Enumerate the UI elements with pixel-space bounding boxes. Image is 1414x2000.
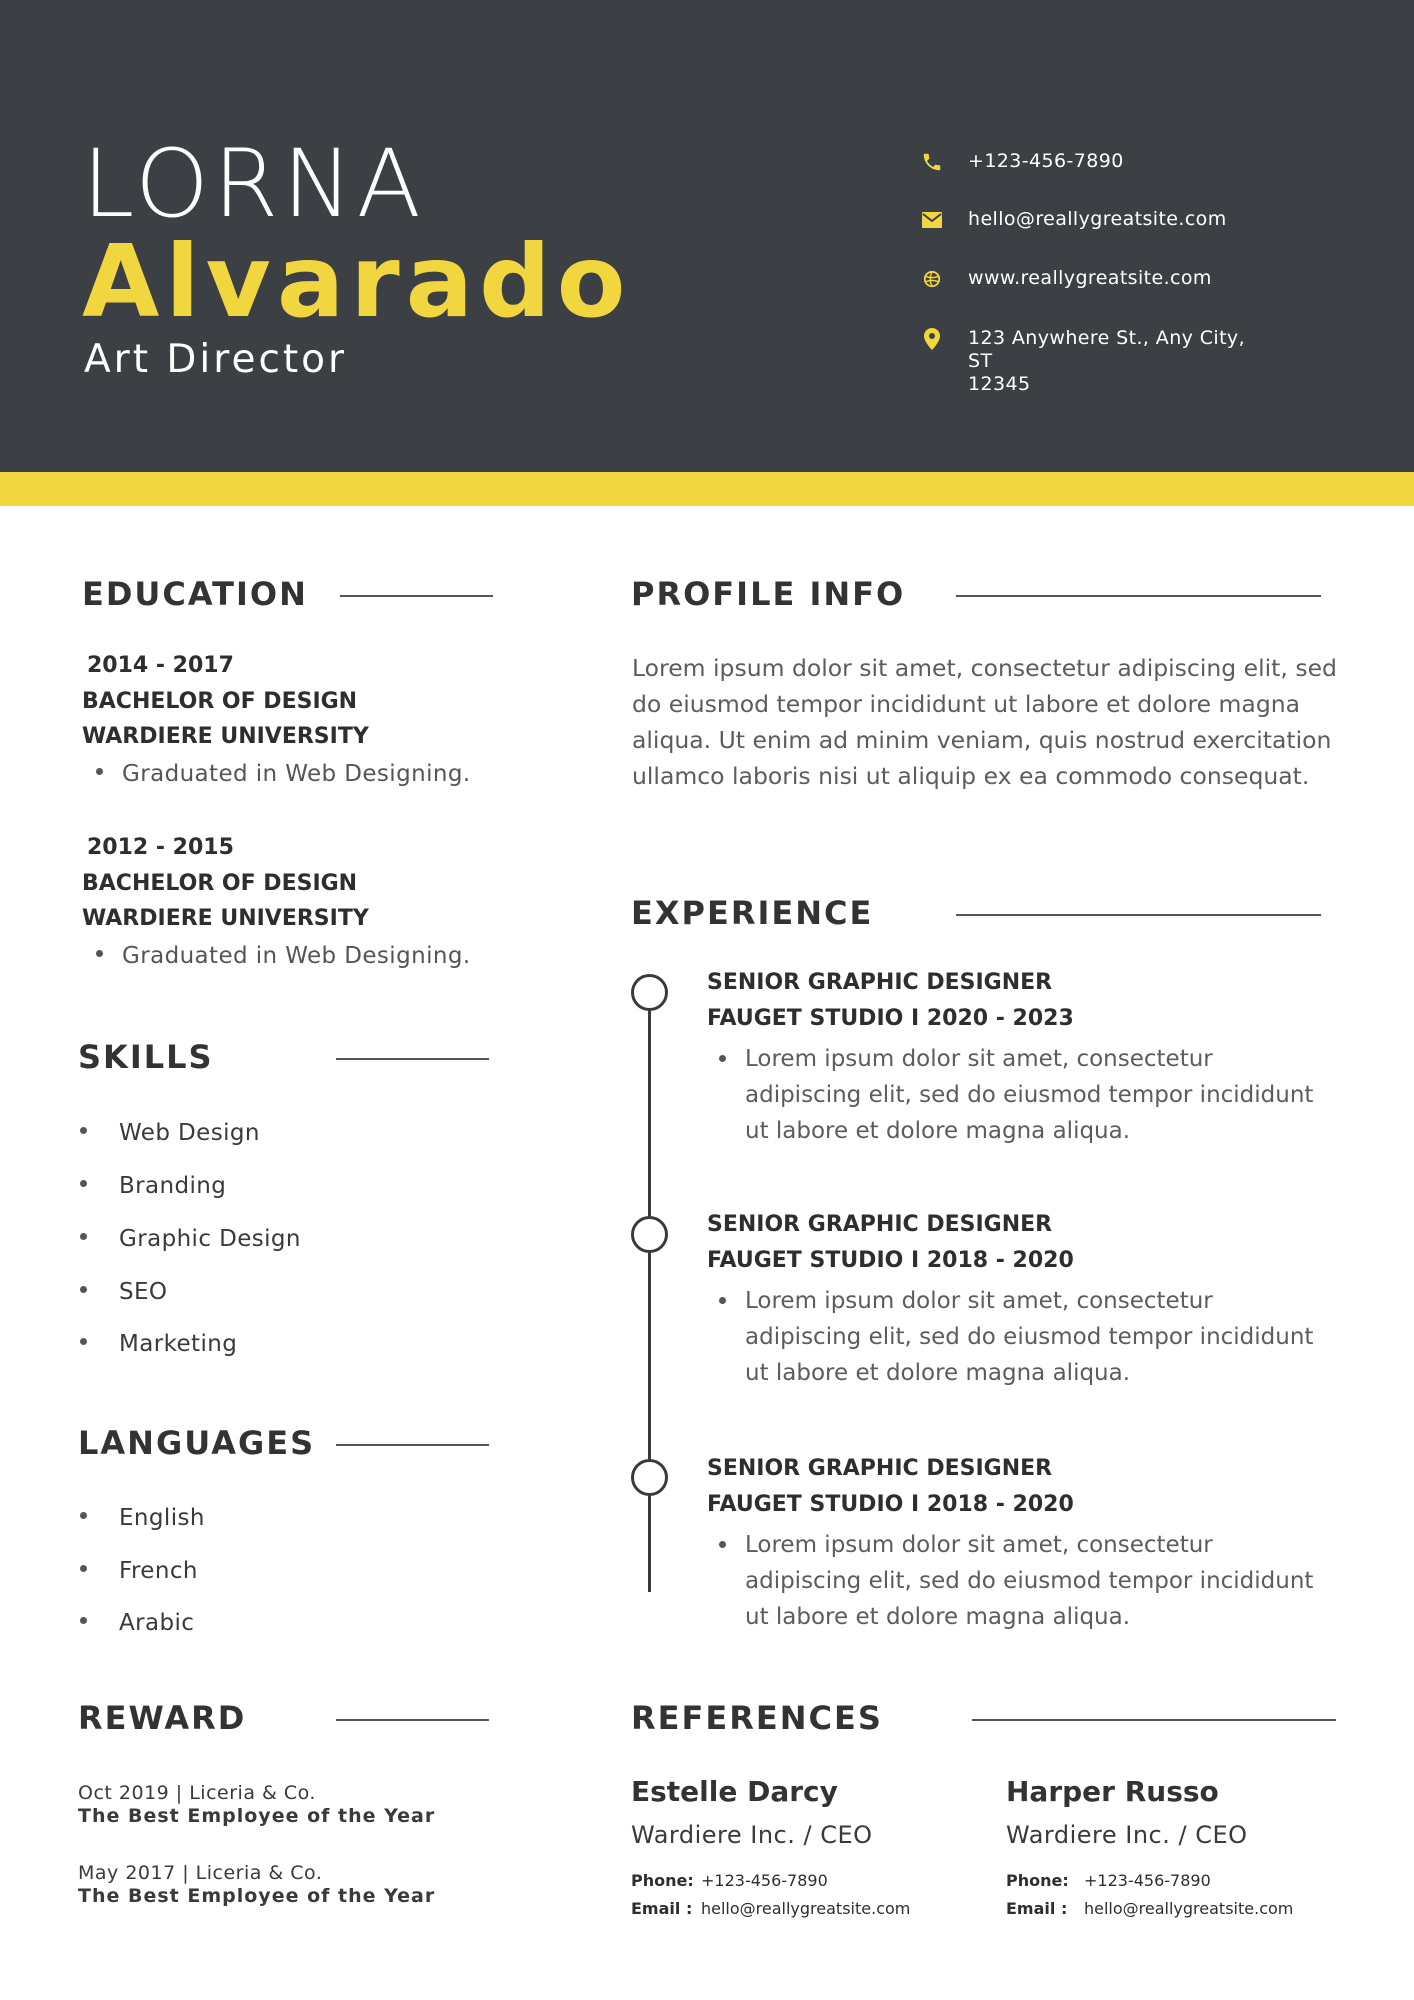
experience-entry: [707, 965, 1347, 1149]
skill-item: [80, 1228, 301, 1251]
education-entry: [82, 830, 522, 976]
reward-heading: REWARD: [78, 1699, 247, 1737]
language-label: Arabic: [119, 1610, 195, 1636]
timeline-dot: [631, 1459, 668, 1496]
phone-icon: [920, 150, 944, 174]
experience-description-text: Lorem ipsum dolor sit amet, consectetur adipiscing elit, sed do eiusmod tempor incididunt ut labore et dolore magna aliqua.: [745, 1288, 1314, 1386]
education-note: [96, 936, 522, 976]
reference-email[interactable]: hello@reallygreatsite.com: [701, 1899, 911, 1918]
reference-phone-row: [1006, 1873, 1346, 1889]
skill-item: [80, 1333, 237, 1356]
map-pin-icon: [920, 327, 944, 351]
education-years: 2012 - 2015: [87, 835, 234, 860]
skill-label: Web Design: [119, 1120, 260, 1146]
reward-title: The Best Employee of the Year: [78, 1885, 436, 1907]
address-text: [968, 327, 1268, 396]
phone-text: +123-456-7890: [968, 150, 1124, 172]
reference-phone: +123-456-7890: [1084, 1871, 1211, 1890]
last-name: Alvarado: [82, 223, 632, 340]
reward-entry: [78, 1782, 435, 1828]
reference-company: Wardiere Inc. / CEO: [631, 1821, 873, 1849]
bullet: [719, 1541, 726, 1548]
reference-email-row: [1006, 1901, 1346, 1917]
first-name: LORNA: [82, 130, 425, 239]
skills-heading: SKILLS: [78, 1038, 214, 1076]
phone-label: Phone:: [631, 1871, 694, 1890]
skill-label: Marketing: [119, 1331, 238, 1357]
experience-description: [707, 1283, 1347, 1391]
education-years: 2014 - 2017: [87, 653, 234, 678]
bullet: [719, 1055, 726, 1062]
reference-email[interactable]: hello@reallygreatsite.com: [1084, 1899, 1294, 1918]
experience-heading: EXPERIENCE: [631, 894, 874, 932]
reference-company: Wardiere Inc. / CEO: [1006, 1821, 1248, 1849]
reward-date: May 2017 | Liceria & Co.: [78, 1862, 323, 1884]
bullet: [80, 1286, 87, 1293]
education-heading: EDUCATION: [82, 575, 308, 613]
education-degree: BACHELOR OF DESIGN: [82, 689, 358, 714]
education-divider: [340, 595, 493, 597]
skill-label: Graphic Design: [119, 1226, 301, 1252]
experience-entry: [707, 1207, 1347, 1391]
bullet: [80, 1565, 87, 1572]
profile-divider: [956, 595, 1321, 597]
reward-divider: [336, 1719, 489, 1721]
education-note-text: Graduated in Web Designing.: [122, 943, 471, 969]
reference-phone-row: [631, 1873, 971, 1889]
experience-role: SENIOR GRAPHIC DESIGNER: [707, 970, 1053, 995]
email-label: Email :: [631, 1899, 693, 1918]
contact-website[interactable]: [920, 267, 1268, 291]
reference-card: [631, 1775, 971, 1918]
profile-heading: PROFILE INFO: [631, 575, 906, 613]
reference-name: Estelle Darcy: [631, 1775, 838, 1808]
language-item: [80, 1507, 205, 1530]
reference-card: [1006, 1775, 1346, 1918]
timeline-dot: [631, 974, 668, 1011]
accent-bar: [0, 472, 1414, 506]
references-divider: [972, 1719, 1336, 1721]
bullet: [96, 768, 103, 775]
languages-divider: [336, 1444, 489, 1446]
address-line-2: 12345: [968, 373, 1031, 395]
experience-entry: [707, 1451, 1347, 1635]
timeline-dot: [631, 1216, 668, 1253]
skill-item: [80, 1175, 226, 1198]
email-text: hello@reallygreatsite.com: [968, 208, 1227, 230]
experience-company: FAUGET STUDIO I 2018 - 2020: [707, 1492, 1074, 1517]
experience-role: SENIOR GRAPHIC DESIGNER: [707, 1456, 1053, 1481]
website-text: www.reallygreatsite.com: [968, 267, 1212, 289]
experience-company: FAUGET STUDIO I 2018 - 2020: [707, 1248, 1074, 1273]
experience-divider: [956, 914, 1321, 916]
bullet: [719, 1297, 726, 1304]
phone-label: Phone:: [1006, 1871, 1069, 1890]
job-title: Art Director: [84, 337, 348, 382]
bullet: [80, 1617, 87, 1624]
experience-description: [707, 1041, 1347, 1149]
experience-description-text: Lorem ipsum dolor sit amet, consectetur adipiscing elit, sed do eiusmod tempor incididunt ut labore et dolore magna aliqua.: [745, 1532, 1314, 1630]
skill-label: SEO: [119, 1279, 168, 1305]
language-item: [80, 1612, 194, 1635]
email-label: Email :: [1006, 1899, 1068, 1918]
bullet: [80, 1180, 87, 1187]
education-degree: BACHELOR OF DESIGN: [82, 871, 358, 896]
bullet: [80, 1338, 87, 1345]
skill-item: [80, 1281, 167, 1304]
language-item: [80, 1560, 198, 1583]
reward-entry: [78, 1862, 435, 1908]
references-heading: REFERENCES: [631, 1699, 883, 1737]
reward-title: The Best Employee of the Year: [78, 1805, 436, 1827]
education-note-text: Graduated in Web Designing.: [122, 761, 471, 787]
bullet: [80, 1233, 87, 1240]
reference-phone: +123-456-7890: [701, 1871, 828, 1890]
experience-description: [707, 1527, 1347, 1635]
reference-email-row: [631, 1901, 971, 1917]
education-entry: [82, 648, 522, 794]
envelope-icon: [920, 208, 944, 232]
skill-item: [80, 1122, 260, 1145]
experience-description-text: Lorem ipsum dolor sit amet, consectetur adipiscing elit, sed do eiusmod tempor incididunt ut labore et dolore magna aliqua.: [745, 1046, 1314, 1144]
bullet: [80, 1512, 87, 1519]
education-school: WARDIERE UNIVERSITY: [82, 724, 369, 749]
bullet: [80, 1127, 87, 1134]
education-note: [96, 754, 522, 794]
languages-heading: LANGUAGES: [78, 1424, 316, 1462]
contact-address: [920, 327, 1268, 396]
language-label: English: [119, 1505, 205, 1531]
education-school: WARDIERE UNIVERSITY: [82, 906, 369, 931]
language-label: French: [119, 1558, 198, 1584]
skill-label: Branding: [119, 1173, 227, 1199]
reference-name: Harper Russo: [1006, 1775, 1219, 1808]
contact-phone: [920, 150, 1268, 174]
timeline-line: [648, 992, 651, 1592]
address-line-1: 123 Anywhere St., Any City, ST: [968, 327, 1246, 372]
experience-company: FAUGET STUDIO I 2020 - 2023: [707, 1006, 1074, 1031]
skills-divider: [336, 1058, 489, 1060]
bullet: [96, 950, 103, 957]
experience-role: SENIOR GRAPHIC DESIGNER: [707, 1212, 1053, 1237]
reward-date: Oct 2019 | Liceria & Co.: [78, 1782, 316, 1804]
profile-text: Lorem ipsum dolor sit amet, consectetur adipiscing elit, sed do eiusmod tempor incididunt ut labore et dolore magna aliqua. Ut enim ad minim veniam, quis nostrud exercitation ullamco laboris nisi ut aliquip ex ea commodo consequat.: [632, 654, 1337, 790]
contact-email[interactable]: [920, 208, 1268, 232]
globe-icon: [920, 267, 944, 291]
